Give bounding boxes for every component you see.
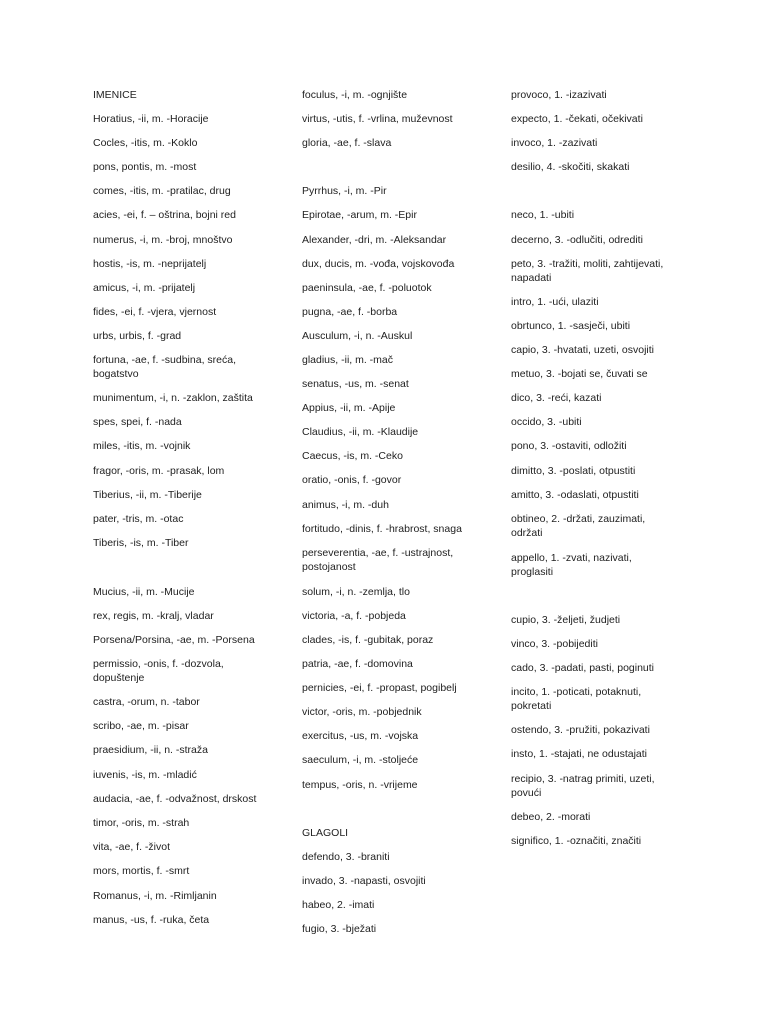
vocab-entry: cupio, 3. -željeti, žudjeti (511, 614, 621, 626)
vocab-entry: comes, -itis, m. -pratilac, drug (93, 185, 231, 197)
vocab-entry: pugna, -ae, f. -borba (302, 306, 398, 318)
vocab-entry: scribo, -ae, m. -pisar (93, 720, 189, 732)
vocab-entry: saeculum, -i, m. -stoljeće (302, 754, 419, 766)
vocab-entry: incito, 1. -poticati, potaknuti, pokretati (511, 686, 642, 712)
vocab-entry: ostendo, 3. -pružiti, pokazivati (511, 724, 650, 736)
vocab-entry: Epirotae, -arum, m. -Epir (302, 209, 417, 221)
vocab-entry: Alexander, -dri, m. -Aleksandar (302, 234, 447, 246)
vocab-entry: animus, -i, m. -duh (302, 499, 389, 511)
vocab-entry: victor, -oris, m. -pobjednik (302, 706, 422, 718)
vocab-entry: senatus, -us, m. -senat (302, 378, 409, 390)
section-heading: IMENICE (93, 89, 137, 101)
vocab-entry: fragor, -oris, m. -prasak, lom (93, 465, 225, 477)
vocab-entry: solum, -i, n. -zemlja, tlo (302, 586, 410, 598)
vocab-entry: foculus, -i, m. -ognjište (302, 89, 408, 101)
vocab-entry: Romanus, -i, m. -Rimljanin (93, 890, 217, 902)
vocab-entry: appello, 1. -zvati, nazivati, proglasiti (511, 552, 632, 578)
vocab-entry: amicus, -i, m. -prijatelj (93, 282, 196, 294)
vocab-entry: mors, mortis, f. -smrt (93, 865, 190, 877)
vocab-entry: hostis, -is, m. -neprijatelj (93, 258, 207, 270)
vocab-entry: expecto, 1. -čekati, očekivati (511, 113, 643, 125)
vocab-entry: Mucius, -ii, m. -Mucije (93, 586, 195, 598)
vocab-entry: Claudius, -ii, m. -Klaudije (302, 426, 419, 438)
vocab-entry: capio, 3. -hvatati, uzeti, osvojiti (511, 344, 654, 356)
vocab-entry: provoco, 1. -izazivati (511, 89, 607, 101)
vocab-entry: spes, spei, f. -nada (93, 416, 182, 428)
vocab-entry: fides, -ei, f. -vjera, vjernost (93, 306, 217, 318)
vocab-entry: praesidium, -ii, n. -straža (93, 744, 208, 756)
vocab-entry: fortitudo, -dinis, f. -hrabrost, snaga (302, 523, 462, 535)
vocab-entry: significo, 1. -označiti, značiti (511, 835, 642, 847)
vocab-entry: fugio, 3. -bježati (302, 923, 377, 935)
vocab-entry: Porsena/Porsina, -ae, m. -Porsena (93, 634, 255, 646)
vocab-entry: metuo, 3. -bojati se, čuvati se (511, 368, 648, 380)
vocab-entry: permissio, -onis, f. -dozvola, dopuštenje (93, 658, 224, 684)
vocab-entry: Horatius, -ii, m. -Horacije (93, 113, 209, 125)
vocab-entry: dico, 3. -reći, kazati (511, 392, 602, 404)
vocab-entry: occido, 3. -ubiti (511, 416, 582, 428)
vocab-entry: pernicies, -ei, f. -propast, pogibelj (302, 682, 457, 694)
vocab-entry: castra, -orum, n. -tabor (93, 696, 200, 708)
vocab-entry: habeo, 2. -imati (302, 899, 375, 911)
vocab-entry: decerno, 3. -odlučiti, odrediti (511, 234, 643, 246)
vocab-entry: rex, regis, m. -kralj, vladar (93, 610, 214, 622)
vocab-entry: pono, 3. -ostaviti, odložiti (511, 440, 627, 452)
vocab-entry: Caecus, -is, m. -Ceko (302, 450, 403, 462)
vocab-entry: dux, ducis, m. -vođa, vojskovođa (302, 258, 455, 270)
vocab-entry: invoco, 1. -zazivati (511, 137, 598, 149)
vocab-entry: Tiberius, -ii, m. -Tiberije (93, 489, 202, 501)
vocab-entry: paeninsula, -ae, f. -poluotok (302, 282, 432, 294)
vocab-entry: exercitus, -us, m. -vojska (302, 730, 419, 742)
vocab-entry: recipio, 3. -natrag primiti, uzeti, povući (511, 773, 655, 799)
section-heading: GLAGOLI (302, 827, 349, 839)
vocab-entry: defendo, 3. -braniti (302, 851, 390, 863)
vocab-entry: debeo, 2. -morati (511, 811, 591, 823)
vocab-entry: iuvenis, -is, m. -mladić (93, 769, 197, 781)
vocab-entry: pater, -tris, m. -otac (93, 513, 184, 525)
vocab-entry: neco, 1. -ubiti (511, 209, 575, 221)
vocab-entry: oratio, -onis, f. -govor (302, 474, 402, 486)
vocab-entry: virtus, -utis, f. -vrlina, muževnost (302, 113, 453, 125)
vocab-entry: urbs, urbis, f. -grad (93, 330, 182, 342)
vocab-entry: invado, 3. -napasti, osvojiti (302, 875, 426, 887)
vocab-entry: fortuna, -ae, f. -sudbina, sreća, bogatstvo (93, 354, 236, 380)
vocab-entry: acies, -ei, f. – oštrina, bojni red (93, 209, 236, 221)
vocab-entry: Ausculum, -i, n. -Auskul (302, 330, 413, 342)
vocab-entry: victoria, -a, f. -pobjeda (302, 610, 406, 622)
vocab-entry: clades, -is, f. -gubitak, poraz (302, 634, 434, 646)
vocab-entry: patria, -ae, f. -domovina (302, 658, 413, 670)
vocab-entry: dimitto, 3. -poslati, otpustiti (511, 465, 636, 477)
vocab-entry: pons, pontis, m. -most (93, 161, 197, 173)
vocab-entry: cado, 3. -padati, pasti, poginuti (511, 662, 655, 674)
vocab-entry: obrtunco, 1. -sasječi, ubiti (511, 320, 631, 332)
vocab-entry: munimentum, -i, n. -zaklon, zaštita (93, 392, 253, 404)
vocab-entry: numerus, -i, m. -broj, mnoštvo (93, 234, 233, 246)
vocab-entry: gladius, -ii, m. -mač (302, 354, 394, 366)
vocab-entry: perseverentia, -ae, f. -ustrajnost, postojanost (302, 547, 454, 573)
vocab-entry: desilio, 4. -skočiti, skakati (511, 161, 630, 173)
vocab-entry: tempus, -oris, n. -vrijeme (302, 779, 418, 791)
vocab-entry: vita, -ae, f. -život (93, 841, 171, 853)
vocab-entry: Appius, -ii, m. -Apije (302, 402, 396, 414)
vocab-entry: Tiberis, -is, m. -Tiber (93, 537, 189, 549)
vocab-entry: Pyrrhus, -i, m. -Pir (302, 185, 387, 197)
vocab-entry: miles, -itis, m. -vojnik (93, 440, 191, 452)
vocab-entry: audacia, -ae, f. -odvažnost, drskost (93, 793, 257, 805)
vocab-entry: peto, 3. -tražiti, moliti, zahtijevati, napadati (511, 258, 664, 284)
vocab-entry: vinco, 3. -pobijediti (511, 638, 598, 650)
vocab-entry: amitto, 3. -odaslati, otpustiti (511, 489, 639, 501)
vocab-entry: intro, 1. -ući, ulaziti (511, 296, 599, 308)
vocab-entry: gloria, -ae, f. -slava (302, 137, 392, 149)
vocab-entry: manus, -us, f. -ruka, četa (93, 914, 210, 926)
vocab-entry: timor, -oris, m. -strah (93, 817, 190, 829)
vocab-entry: obtineo, 2. -držati, zauzimati, održati (511, 513, 646, 539)
vocab-entry: insto, 1. -stajati, ne odustajati (511, 748, 647, 760)
vocab-entry: Cocles, -itis, m. -Koklo (93, 137, 198, 149)
